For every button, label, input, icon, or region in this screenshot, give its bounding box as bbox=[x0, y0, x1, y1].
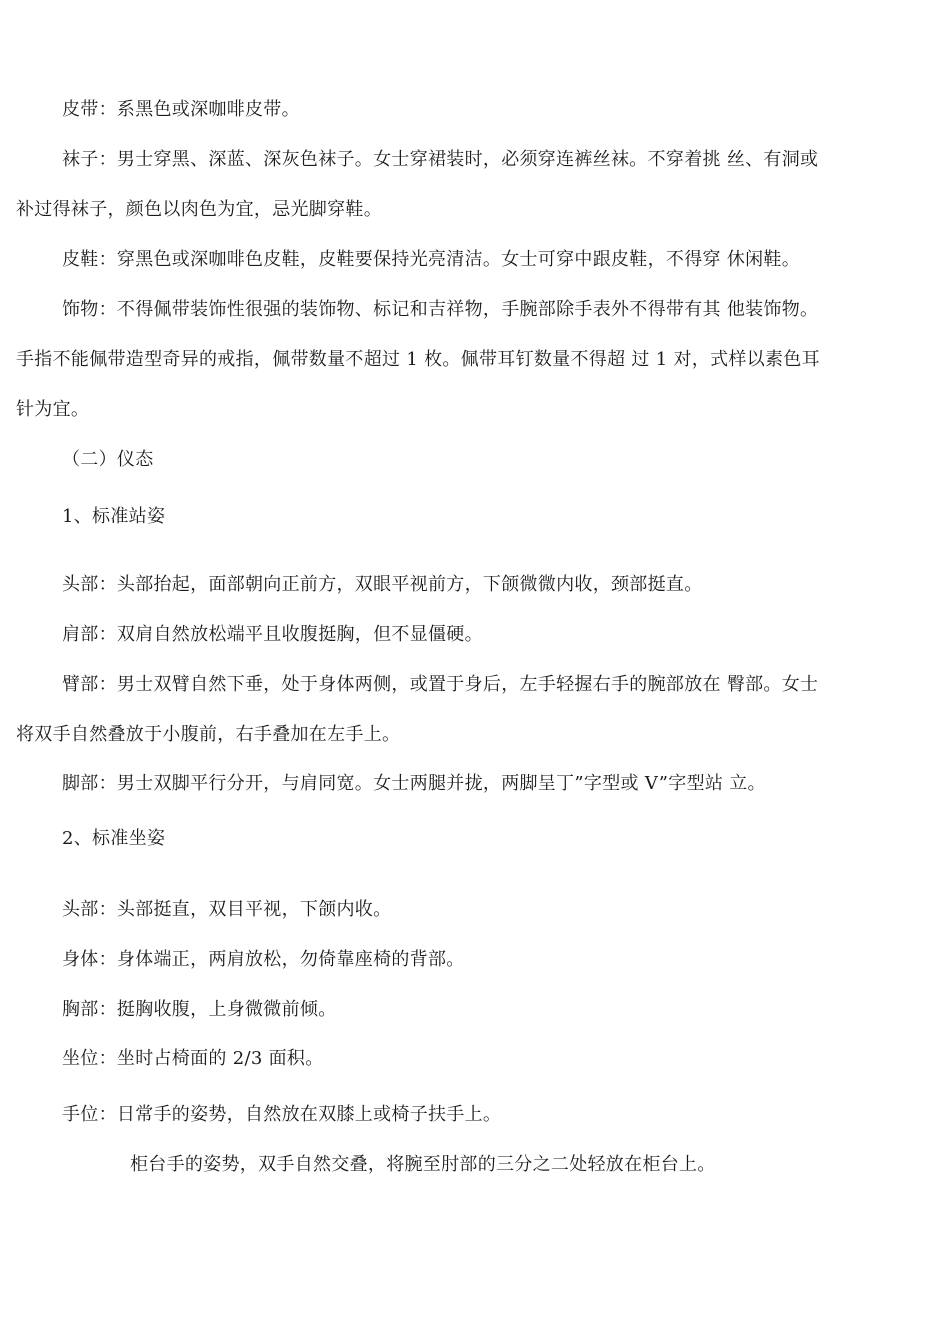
paragraph-shoes: 皮鞋：穿黑色或深咖啡色皮鞋，皮鞋要保持光亮清洁。女士可穿中跟皮鞋，不得穿 休闲鞋。 bbox=[62, 249, 801, 270]
paragraph-sitting-counter: 柜台手的姿势，双手自然交叠，将腕至肘部的三分之二处轻放在柜台上。 bbox=[130, 1154, 716, 1175]
paragraph-sitting-body: 身体：身体端正，两肩放松，勿倚靠座椅的背部。 bbox=[62, 949, 465, 970]
paragraph-standing-shoulder: 肩部：双肩自然放松端平且收腹挺胸，但不显僵硬。 bbox=[62, 624, 483, 645]
paragraph-standing-arm-line-2: 将双手自然叠放于小腹前，右手叠加在左手上。 bbox=[16, 724, 401, 745]
paragraph-socks-line-2: 补过得袜子，颜色以肉色为宜，忌光脚穿鞋。 bbox=[16, 199, 382, 220]
paragraph-standing-arm-line-1: 臂部：男士双臂自然下垂，处于身体两侧，或置于身后，左手轻握右手的腕部放在 臀部。女士 bbox=[62, 674, 819, 695]
paragraph-sitting-head: 头部：头部挺直，双目平视，下颌内收。 bbox=[62, 899, 392, 920]
paragraph-socks-line-1: 袜子：男士穿黑、深蓝、深灰色袜子。女士穿裙装时，必须穿连裤丝袜。不穿着挑 丝、有洞或 bbox=[62, 149, 819, 170]
paragraph-sitting-chest: 胸部：挺胸收腹，上身微微前倾。 bbox=[62, 999, 337, 1020]
subheading-sitting: 2、标准坐姿 bbox=[62, 828, 166, 849]
paragraph-accessories-line-2: 手指不能佩带造型奇异的戒指，佩带数量不超过 1 枚。佩带耳钉数量不得超 过 1 对，式样以素色耳 bbox=[16, 349, 820, 370]
paragraph-belt: 皮带：系黑色或深咖啡皮带。 bbox=[62, 99, 300, 120]
section-heading-posture: （二）仪态 bbox=[62, 449, 154, 470]
paragraph-sitting-seat: 坐位：坐时占椅面的 2/3 面积。 bbox=[62, 1048, 324, 1069]
paragraph-accessories-line-1: 饰物：不得佩带装饰性很强的装饰物、标记和吉祥物，手腕部除手表外不得带有其 他装饰物。 bbox=[62, 299, 819, 320]
paragraph-sitting-hands: 手位：日常手的姿势，自然放在双膝上或椅子扶手上。 bbox=[62, 1104, 502, 1125]
subheading-standing: 1、标准站姿 bbox=[62, 506, 166, 527]
paragraph-standing-feet: 脚部：男士双脚平行分开，与肩同宽。女士两腿并拢，两脚呈丁”字型或 V”字型站 立。 bbox=[62, 773, 766, 794]
paragraph-standing-head: 头部：头部抬起，面部朝向正前方，双眼平视前方，下颌微微内收，颈部挺直。 bbox=[62, 574, 703, 595]
paragraph-accessories-line-3: 针为宜。 bbox=[16, 399, 90, 420]
